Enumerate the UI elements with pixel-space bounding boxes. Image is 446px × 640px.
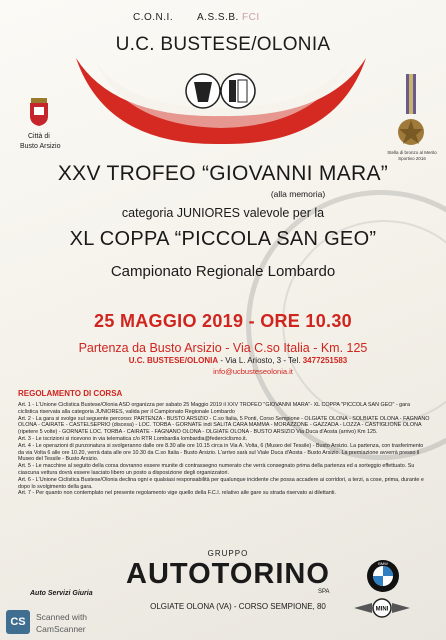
sponsor-spa-label: SPA xyxy=(318,589,330,595)
medal-caption: Stella di bronzo al Merito Sportivo 2016 xyxy=(387,150,437,161)
city-crest-icon xyxy=(28,98,50,126)
scanner-watermark-line1: Scanned with xyxy=(36,612,88,622)
mini-logo-text: MINI xyxy=(375,606,389,613)
coni-label: C.O.N.I. xyxy=(133,12,174,23)
city-label-line1: Città di xyxy=(28,133,50,140)
contact-phone: 3477251583 xyxy=(302,356,348,365)
bmw-logo-icon xyxy=(366,559,400,593)
article-2: Art. 2 - La gara si svolge sul seguente percorso: PARTENZA - BUSTO ARSIZIO - C.so Italia, 5 Ponti, Corso Sempione - OLGIATE OLONA - SOLBIATE OLONA - FAGNANO OLONA - CAIRATE - CASTELSEPRIO (discesa) - LOC. TORBA - GORNATE indi SALITA CARA MAMMA - MORAZZONE - GAZZADA - LOZZA - CASTIGLIONE OLONA (ripetere 5 volte) - GORNATE LOC. TORBA - CAIRATE - FAGNANO OLONA - OLGIATE OLONA - BUSTO ARSIZIO Via Duca d'Aosta (arrivo) Km 125. xyxy=(18,415,430,436)
article-1: Art. 1 - L'Unione Ciclistica Bustese/Olonia ASD organizza per sabato 25 Maggio 2019 il XXV TROFEO "GIOVANNI MARA"- XL COPPA "PICCOLA SAN GEO" - gara ciclistica riservata alla categoria JUNIORES, valida per il Campionato Regionale Lombardo xyxy=(18,402,410,415)
article-3: Art. 3 - Le iscrizioni si ricevono in via telematica c/o RTR Lombardia lombardia@federciclismo.it. xyxy=(18,435,248,442)
coppa-title: XL COPPA “PICCOLA SAN GEO” xyxy=(69,228,377,250)
contact-club-name: U.C. BUSTESE/OLONIA xyxy=(128,356,219,365)
sponsor-logo-text: AUTOTORINO xyxy=(126,558,330,590)
club-contact-line xyxy=(0,356,446,365)
categoria-line: categoria JUNIORES valevole per la xyxy=(121,206,325,220)
trofeo-title: XXV TROFEO “GIOVANNI MARA” xyxy=(57,162,389,185)
camscanner-logo: CS xyxy=(6,610,30,634)
memoria-note: (alla memoria) xyxy=(270,189,326,199)
contact-address: - Via L. Ariosto, 3 - Tel. xyxy=(218,356,303,365)
sponsor-gruppo-label: GRUPPO xyxy=(207,549,249,558)
sponsor-address: OLGIATE OLONA (VA) - CORSO SEMPIONE, 80 xyxy=(150,602,326,611)
event-date-time: 25 MAGGIO 2019 - ORE 10.30 xyxy=(94,311,352,331)
contact-email: info@ucbusteseolonia.it xyxy=(213,367,293,376)
auto-servizi-label: Auto Servizi Giuria xyxy=(30,590,93,597)
partenza-line: Partenza da Busto Arsizio - Via C.so Italia - Km. 125 xyxy=(78,341,368,355)
bronze-star-medal-icon xyxy=(396,74,426,154)
fci-label: FCI xyxy=(242,12,260,23)
club-name: U.C. BUSTESE/OLONIA xyxy=(115,34,331,55)
article-6: Art. 6 - L'Unione Ciclistica Bustese/Olonia declina ogni e qualsiasi responsabilità per qualunque incidente che possa accadere ai corridori, a terzi, a cose, prima, durante e dopo lo svolgimento della gara. xyxy=(18,476,424,490)
scanner-watermark-line2: CamScanner xyxy=(36,624,86,634)
article-5: Art. 5 - Le macchine al seguito della corsa dovranno essere munite di contrassegno numerato che verrà consegnato prima della partenza ed a sorteggio effettuato. Su ciascuna vettura dovrà essere lasciato libero un posto a disposizione degli organizzatori. xyxy=(18,463,415,476)
city-label-line2: Busto Arsizio xyxy=(20,143,61,150)
assb-label: A.S.S.B. xyxy=(197,12,239,23)
article-7: Art. 7 - Per quanto non contemplato nel presente regolamento vige quello della F.C.I. relativo alle gare su strada riservato ai dilettanti. xyxy=(18,490,336,497)
mini-logo-icon xyxy=(352,597,412,619)
regolamento-heading: REGOLAMENTO DI CORSA xyxy=(18,389,123,398)
bmw-logo-text: BMW xyxy=(378,561,388,567)
regolamento-articles xyxy=(18,402,430,497)
club-swoosh-logo xyxy=(66,56,376,152)
article-4: Art. 4 - Le operazioni di punzonatura si svolgeranno dalle ore 8.30 alle ore 10.15 circa in Via A. Volta, 6 (Museo del Tessile) - Busto Arsizio. La partenza, con trasferimento da via Volta 6 alle ore 10.20, verrà data alle ore 10.30 da C.so Italia - Busto Arsizio. L'arrivo sarà sul Viale Duca d'Aosta - Busto Arsizio. La premiazione avverrà presso il Museo del Tessile - Busto Arsizio. xyxy=(18,442,424,463)
campionato-line: Campionato Regionale Lombardo xyxy=(110,263,336,280)
